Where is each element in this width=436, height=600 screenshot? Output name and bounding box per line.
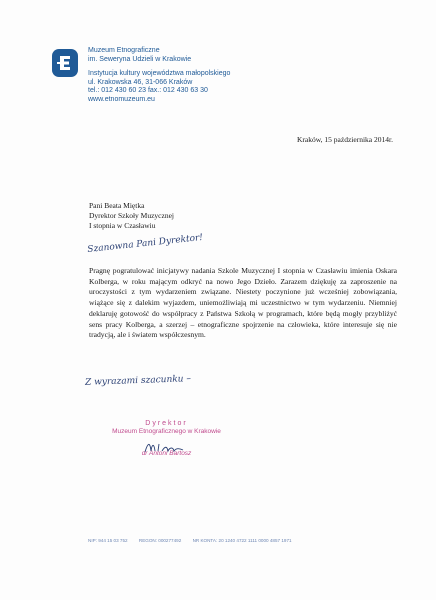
address: ul. Krakowska 46, 31-066 Kraków [88, 78, 193, 86]
museum-name-line2: im. Seweryna Udzieli w Krakowie [88, 55, 192, 63]
phone-fax: tel.: 012 430 60 23 fax.: 012 430 63 30 [88, 87, 208, 94]
footer-registration [88, 538, 302, 543]
recipient-title: Dyrektor Szkoły Muzycznej [89, 211, 174, 220]
museum-name-line1: Muzeum Etnograficzne [88, 47, 160, 54]
stamp-org: Muzeum Etnograficznego w Krakowie [112, 428, 221, 435]
institution-label: Instytucja kultury województwa małopolskiego [88, 70, 231, 77]
footer-account: NR KONTA: 20 1240 4722 1111 0000 4857 1971 [192, 538, 292, 543]
stamp-name: dr Antoni Bartosz [141, 450, 192, 457]
footer-regon: REGON: 000277492 [138, 538, 182, 543]
museum-logo-icon [52, 49, 78, 77]
e-glyph-icon [56, 53, 74, 73]
website-link[interactable]: www.etnomuzeum.eu [88, 95, 155, 103]
letter-date: Kraków, 15 października 2014r. [297, 135, 393, 144]
recipient-block [89, 201, 174, 231]
handwritten-salutation: Szanowna Pani Dyrektor! [86, 232, 204, 255]
stamp-title: Dyrektor [145, 420, 188, 427]
recipient-school: I stopnia w Czasławiu [89, 221, 156, 230]
letterhead [88, 47, 230, 104]
handwritten-closing: Z wyrazami szacunku – [84, 374, 192, 388]
footer-nip: NIP: 944 15 03 752 [88, 538, 128, 543]
recipient-name: Pani Beata Miętka [89, 201, 145, 210]
letter-body: Pragnę pogratulować inicjatywy nadania Szkole Muzycznej I stopnia w Czasławiu imienia Oskara Kolberga, w roku mającym odkryć na nowo Jego Dzieło. Zarazem dziękuję za zaproszenie na uroczystości z tym wydarzeniem związane. Niestety poczynione już wcześniej zobowiązania, wiążące się z dalekim wyjazdem, uniemożliwiają mi uczestnictwo w tym wydarzeniu. Niemniej deklaruję gotowość do współpracy z Państwa Szkołą w programach, które będą mogły przybliżyć sens pracy Kolberga, a szerzej – etnograficzne spojrzenie na człowieka, które interesuje się nie tradycją, ale i światem współczesnym. [89, 266, 397, 340]
handwritten-signature [143, 438, 193, 458]
